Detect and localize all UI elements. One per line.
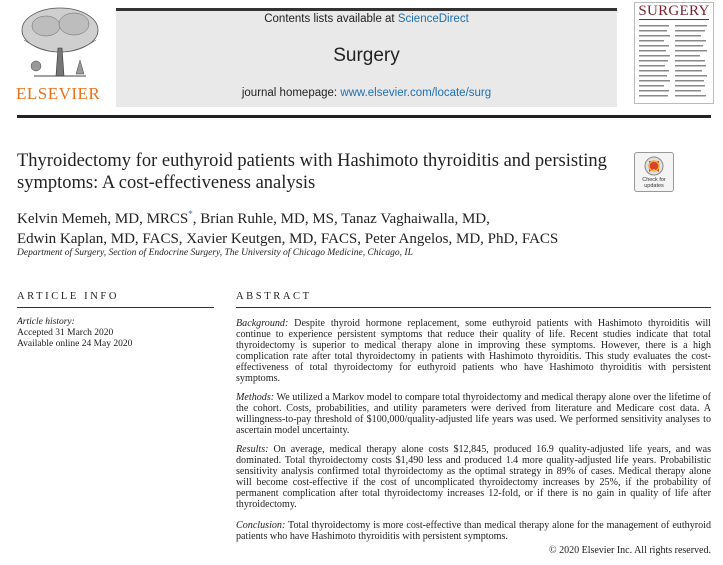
journal-header-panel [116, 8, 617, 107]
tree-engraving-icon [14, 4, 106, 84]
check-updates-label: Check for updates [642, 177, 666, 189]
contents-prefix: Contents lists available at [264, 13, 398, 25]
homepage-prefix: journal homepage: [241, 87, 341, 99]
article-history-label: Article history: [17, 317, 75, 327]
abstract-rule [236, 307, 711, 308]
journal-homepage-line [116, 87, 617, 99]
authors-line1-end: , Brian Ruhle, MD, MS, Tanaz Vaghaiwalla, MD, [192, 211, 490, 227]
methods-text: We utilized a Markov model to compare total thyroidectomy and medical therapy alone over the lifetime of the cohort. Costs, probabilities, and utility parameters were derived from literature and Medicare cost data. A willingness-to-pay threshold of $100,000/quality-adjusted life years was used. We performed sensitivity analyses to ascertain model uncertainty. [236, 392, 711, 437]
results-text: On average, medical therapy alone costs $12,845, produced 16.9 quality-adjusted life years, and was dominated. Total thyroidectomy costs $1,490 less and produced 1.4 more quality-adjusted life years. Probabilistic sensitivity analysis confirmed total thyroidectomy as the optimal strategy in 89% of cases. Medical therapy alone will become cost-effective if the cost of uncomplicated thyroidectomy increases by 25%, if the probability of permanent complication after total thyroidectomy increases 12-fold, or if there is no gain in quality of life after thyroidectomy. [236, 444, 711, 511]
contents-lists-line [116, 13, 617, 25]
abstract-methods [236, 392, 711, 436]
author-list [17, 205, 637, 249]
background-label: Background: [236, 318, 289, 329]
online-date: Available online 24 May 2020 [17, 339, 133, 349]
check-updates-icon [635, 155, 673, 179]
accepted-date: Accepted 31 March 2020 [17, 328, 114, 338]
authors-line2: Edwin Kaplan, MD, FACS, Xavier Keutgen, MD, FACS, Peter Angelos, MD, PhD, FACS [17, 230, 559, 247]
journal-name: Surgery [333, 45, 400, 66]
elsevier-wordmark: ELSEVIER [16, 84, 101, 103]
article-info-rule [17, 307, 214, 308]
article-info-heading: ARTICLE INFO [17, 291, 120, 302]
cover-contents-graphic [635, 19, 713, 103]
journal-homepage-link[interactable]: www.elsevier.com/locate/surg [340, 87, 492, 99]
abstract-conclusion [236, 520, 711, 542]
methods-label: Methods: [236, 392, 275, 403]
results-label: Results: [236, 444, 269, 455]
header-divider [17, 115, 711, 118]
abstract-background [236, 318, 711, 385]
journal-cover-thumbnail [634, 2, 714, 104]
sciencedirect-link[interactable]: ScienceDirect [397, 13, 469, 25]
authors-line1-start: Kelvin Memeh, MD, MRCS [17, 211, 189, 227]
background-text: Despite thyroid hormone replacement, some euthyroid patients with Hashimoto thyroiditis will continue to experience persistent symptoms that reduce their quality of life. Recent studies indicate that total thyroidectomy is superior to medical therapy alone in improving these symptoms. However, there is a high complication rate after total thyroidectomy in patients with Hashimoto thyroiditis. This study evaluates the cost-effectiveness of total thyroidectomy for euthyroid patients who have Hashimoto thyroiditis with persistent symptoms. [236, 318, 711, 385]
abstract-heading: ABSTRACT [236, 291, 312, 302]
conclusion-label: Conclusion: [236, 520, 286, 531]
abstract-results [236, 444, 711, 511]
article-title: Thyroidectomy for euthyroid patients with Hashimoto thyroiditis and persisting symptoms: A cost-effectiveness analysis [17, 151, 607, 193]
check-for-updates-badge[interactable] [634, 152, 674, 192]
affiliation: Department of Surgery, Section of Endocrine Surgery, The University of Chicago Medicine, Chicago, IL [17, 248, 413, 258]
cover-title: SURGERY [638, 3, 710, 19]
corresponding-author-mark[interactable]: * [188, 209, 193, 219]
conclusion-text: Total thyroidectomy is more cost-effective than medical therapy alone for the management of euthyroid patients who have Hashimoto thyroiditis with persistent symptoms. [236, 520, 711, 543]
copyright-notice: © 2020 Elsevier Inc. All rights reserved. [548, 545, 711, 556]
